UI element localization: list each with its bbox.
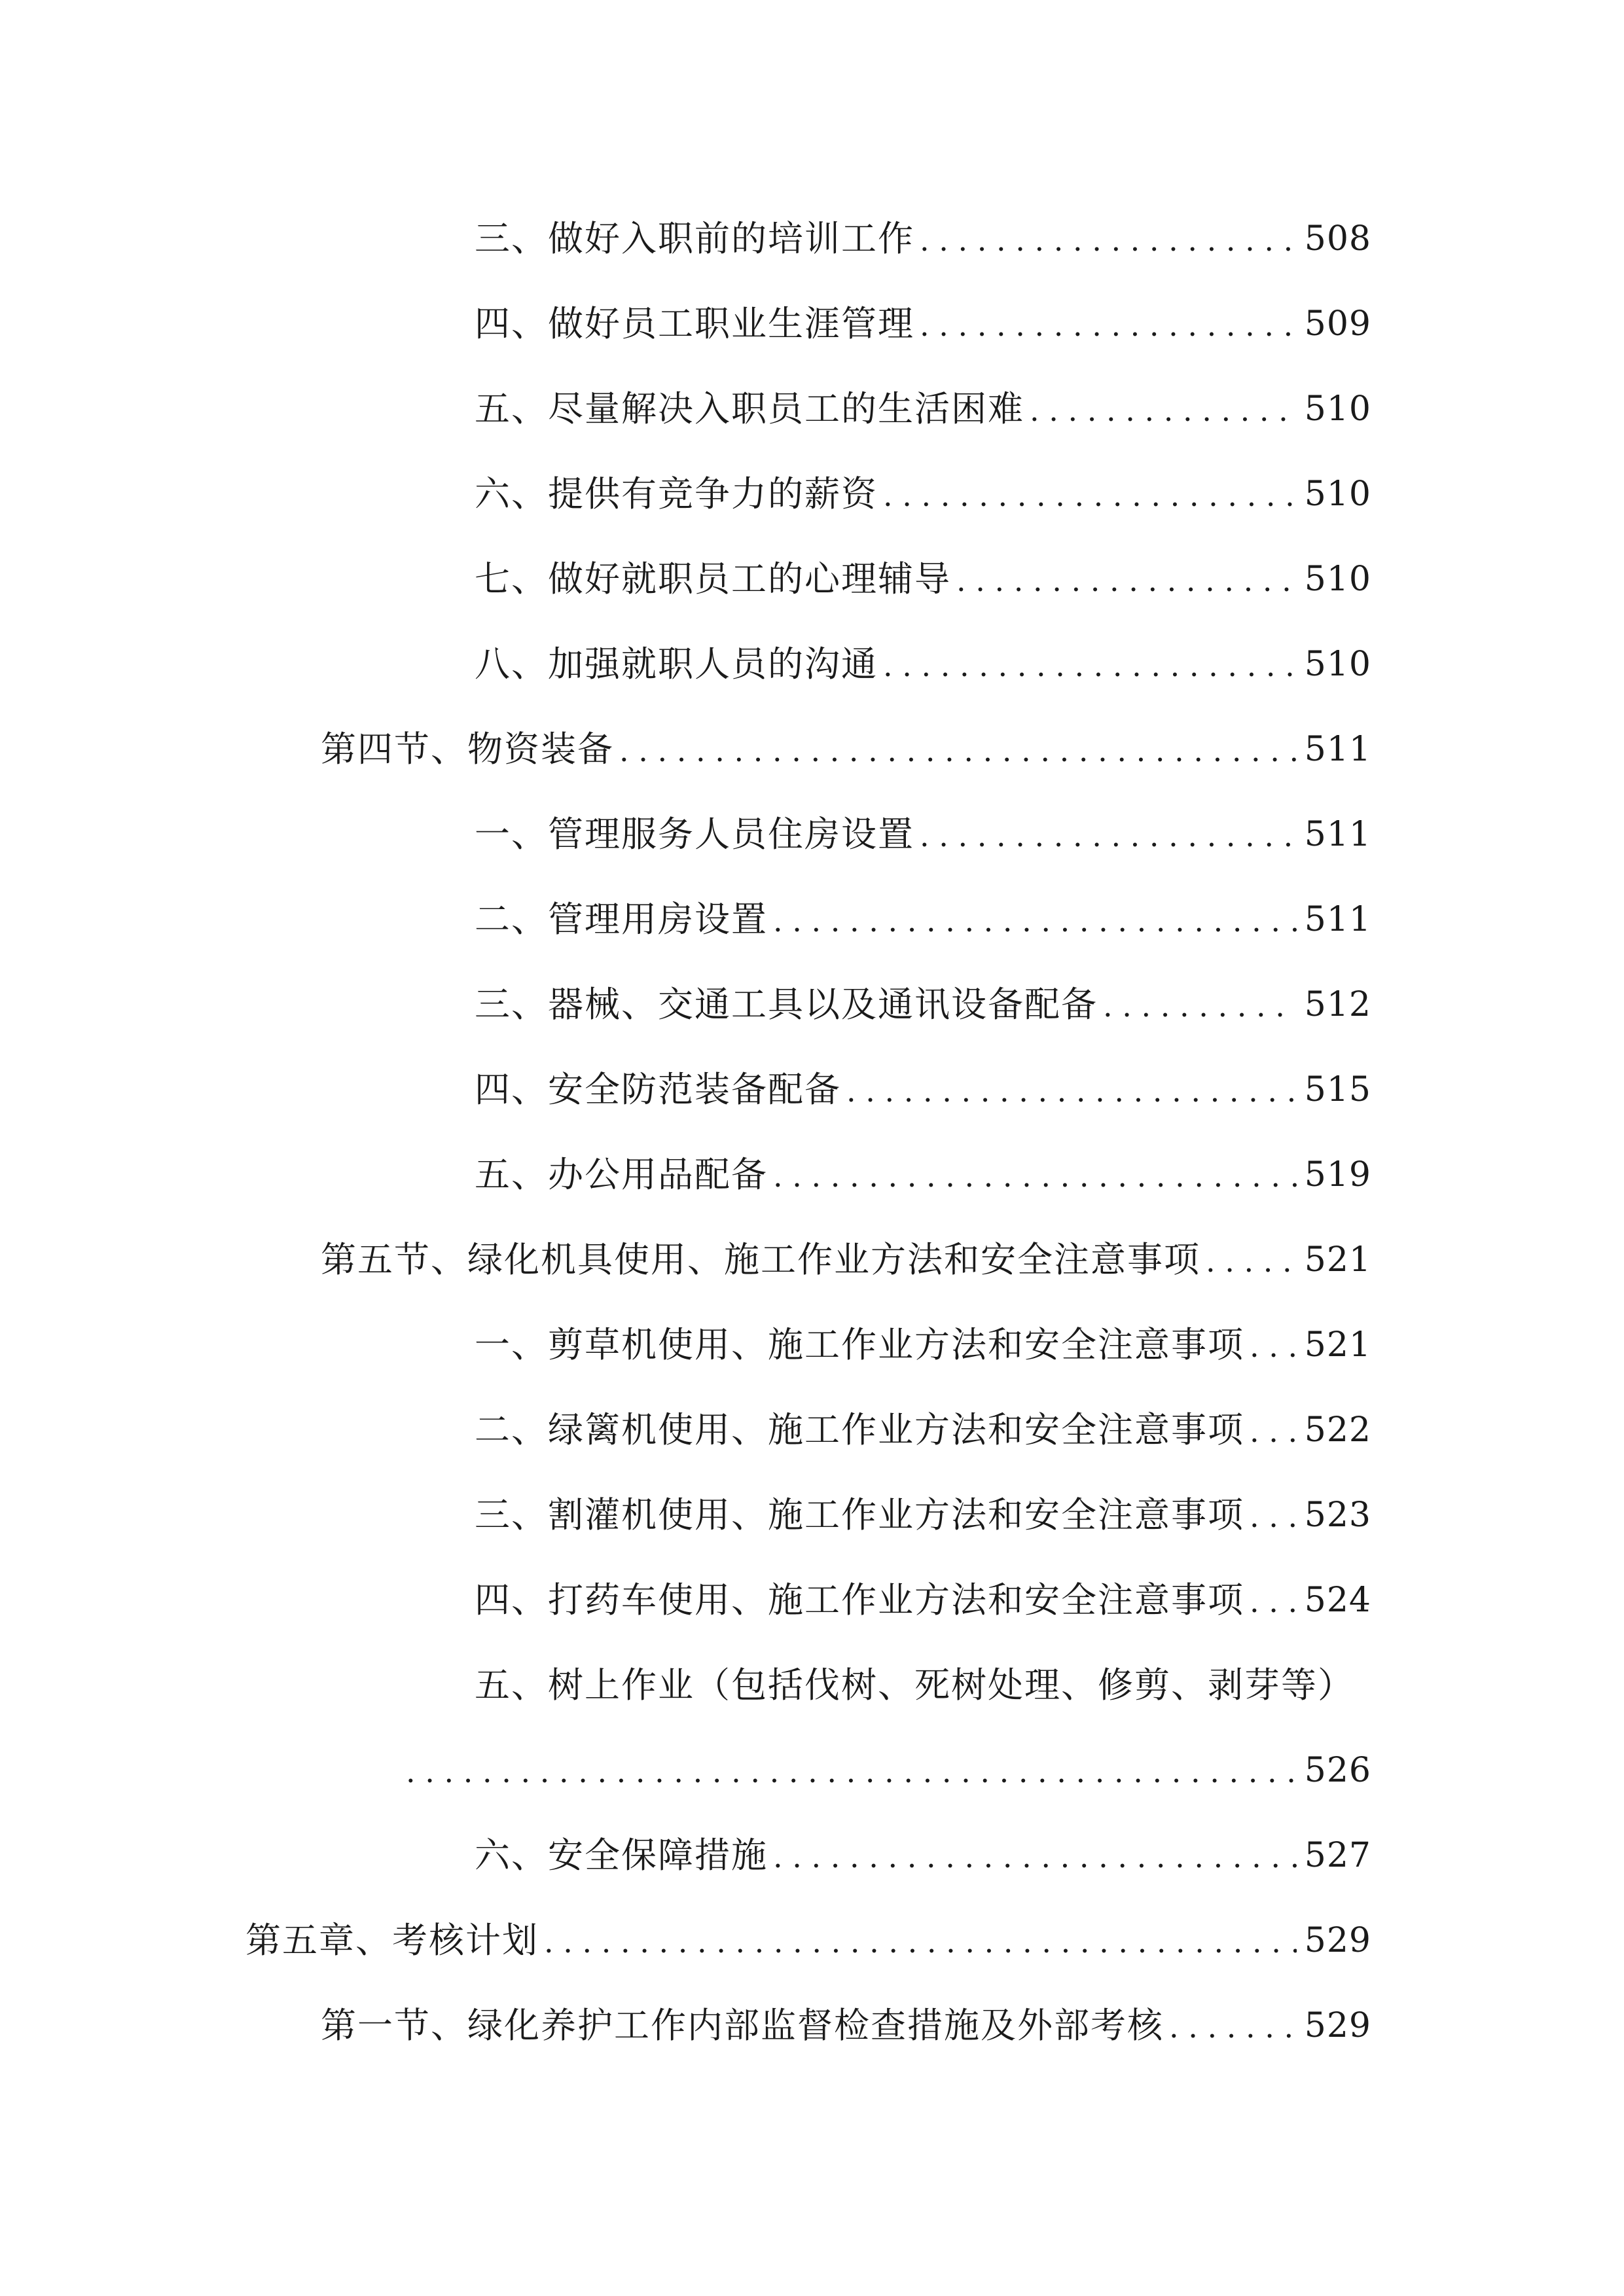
- toc-entry-title: 三、做好入职前的培训工作: [475, 218, 914, 259]
- toc-entry[interactable]: [475, 1145, 1371, 1204]
- toc-entry[interactable]: [475, 1486, 1371, 1545]
- toc-entry-page: 508: [1304, 219, 1371, 259]
- toc-entry-title: 八、加强就职人员的沟通: [475, 643, 878, 685]
- toc-entry[interactable]: [475, 635, 1371, 694]
- toc-entry-title: 第五节、绿化机具使用、施工作业方法和安全注意事项: [321, 1239, 1200, 1280]
- toc-entry-page: 529: [1304, 2006, 1371, 2045]
- toc-entry[interactable]: [475, 1060, 1371, 1119]
- toc-dot-leader: [920, 817, 1297, 852]
- toc-dot-leader: [773, 902, 1297, 937]
- toc-dot-leader: [773, 1157, 1297, 1193]
- toc-entry-page: 510: [1304, 560, 1371, 599]
- toc-dot-leader: [1103, 987, 1297, 1022]
- toc-entry-page: 510: [1304, 475, 1371, 514]
- toc-entry-wrapped-title[interactable]: [475, 1656, 1371, 1715]
- toc-entry-title: 第五章、考核计划: [245, 1920, 539, 1961]
- toc-entry-title: 五、尽量解决入职员工的生活困难: [475, 388, 1024, 429]
- toc-entry-page: 511: [1304, 730, 1371, 769]
- toc-entry-title: 四、做好员工职业生涯管理: [475, 303, 914, 344]
- toc-entry[interactable]: [475, 890, 1371, 949]
- toc-entry[interactable]: [321, 1996, 1371, 2055]
- toc-entry-title: 四、安全防范装备配备: [475, 1069, 841, 1110]
- toc-entry-page: 526: [1304, 1751, 1371, 1790]
- toc-dot-leader: [1206, 1242, 1297, 1278]
- toc-entry[interactable]: [475, 550, 1371, 609]
- toc-entry[interactable]: [475, 295, 1371, 353]
- toc-entry[interactable]: [245, 1911, 1371, 1970]
- toc-entry-title: 二、管理用房设置: [475, 899, 768, 940]
- toc-entry[interactable]: [475, 1571, 1371, 1630]
- toc-dot-leader: [956, 562, 1297, 597]
- toc-dot-leader: [1250, 1327, 1297, 1363]
- toc-entry-page: 511: [1304, 815, 1371, 854]
- toc-dot-leader: [1030, 391, 1297, 427]
- toc-entry-title: 二、绿篱机使用、施工作业方法和安全注意事项: [475, 1409, 1244, 1450]
- toc-entry-page: 521: [1304, 1325, 1371, 1365]
- toc-entry[interactable]: [475, 1401, 1371, 1460]
- toc-entry-page: 519: [1304, 1155, 1371, 1194]
- toc-entry-page: 512: [1304, 985, 1371, 1024]
- toc-dot-leader: [883, 476, 1297, 512]
- toc-dot-leader: [846, 1072, 1297, 1107]
- toc-dot-leader: [544, 1923, 1297, 1958]
- toc-entry-continuation[interactable]: [406, 1741, 1371, 1800]
- toc-entry-page: 522: [1304, 1410, 1371, 1450]
- toc-entry[interactable]: [475, 1826, 1371, 1885]
- toc-entry[interactable]: [321, 1230, 1371, 1289]
- toc-dot-leader: [883, 647, 1297, 682]
- toc-dot-leader: [1169, 2008, 1297, 2043]
- toc-entry-page: 524: [1304, 1581, 1371, 1620]
- toc-entry-title: 三、器械、交通工具以及通讯设备配备: [475, 984, 1098, 1025]
- toc-entry-page: 515: [1304, 1070, 1371, 1109]
- toc-dot-leader: [1250, 1583, 1297, 1618]
- toc-entry-page: 529: [1304, 1921, 1371, 1960]
- toc-entry-page: 509: [1304, 304, 1371, 344]
- toc-entry[interactable]: [475, 975, 1371, 1034]
- toc-dot-leader: [920, 221, 1297, 257]
- toc-entry-title: 四、打药车使用、施工作业方法和安全注意事项: [475, 1579, 1244, 1621]
- toc-entry-page: 510: [1304, 645, 1371, 684]
- toc-entry[interactable]: [321, 720, 1371, 779]
- toc-dot-leader: [406, 1753, 1297, 1788]
- toc-entry-title: 第四节、物资装备: [321, 728, 614, 770]
- toc-entry-page: 527: [1304, 1836, 1371, 1875]
- toc-entry-title: 七、做好就职员工的心理辅导: [475, 558, 951, 600]
- toc-entry-page: 523: [1304, 1496, 1371, 1535]
- toc-entry[interactable]: [475, 805, 1371, 864]
- toc-entry-title: 六、提供有竞争力的薪资: [475, 473, 878, 514]
- toc-dot-leader: [920, 306, 1297, 342]
- toc-entry-title: 一、剪草机使用、施工作业方法和安全注意事项: [475, 1324, 1244, 1365]
- toc-entry-page: 510: [1304, 389, 1371, 429]
- toc-entry-title: 六、安全保障措施: [475, 1835, 768, 1876]
- toc-entry-title: 一、管理服务人员住房设置: [475, 814, 914, 855]
- toc-entry-title: 五、树上作业（包括伐树、死树处理、修剪、剥芽等）: [475, 1664, 1354, 1706]
- toc-dot-leader: [619, 732, 1297, 767]
- toc-entry-page: 511: [1304, 900, 1371, 939]
- toc-entry-title: 五、办公用品配备: [475, 1154, 768, 1195]
- toc-entry-title: 第一节、绿化养护工作内部监督检查措施及外部考核: [321, 2005, 1164, 2046]
- toc-entry[interactable]: [475, 209, 1371, 268]
- toc-dot-leader: [773, 1838, 1297, 1873]
- toc-entry[interactable]: [475, 380, 1371, 439]
- toc-dot-leader: [1250, 1498, 1297, 1533]
- toc-entry[interactable]: [475, 465, 1371, 524]
- toc-dot-leader: [1250, 1412, 1297, 1448]
- toc-entry-title: 三、割灌机使用、施工作业方法和安全注意事项: [475, 1494, 1244, 1535]
- toc-entry-page: 521: [1304, 1240, 1371, 1280]
- toc-entry[interactable]: [475, 1316, 1371, 1374]
